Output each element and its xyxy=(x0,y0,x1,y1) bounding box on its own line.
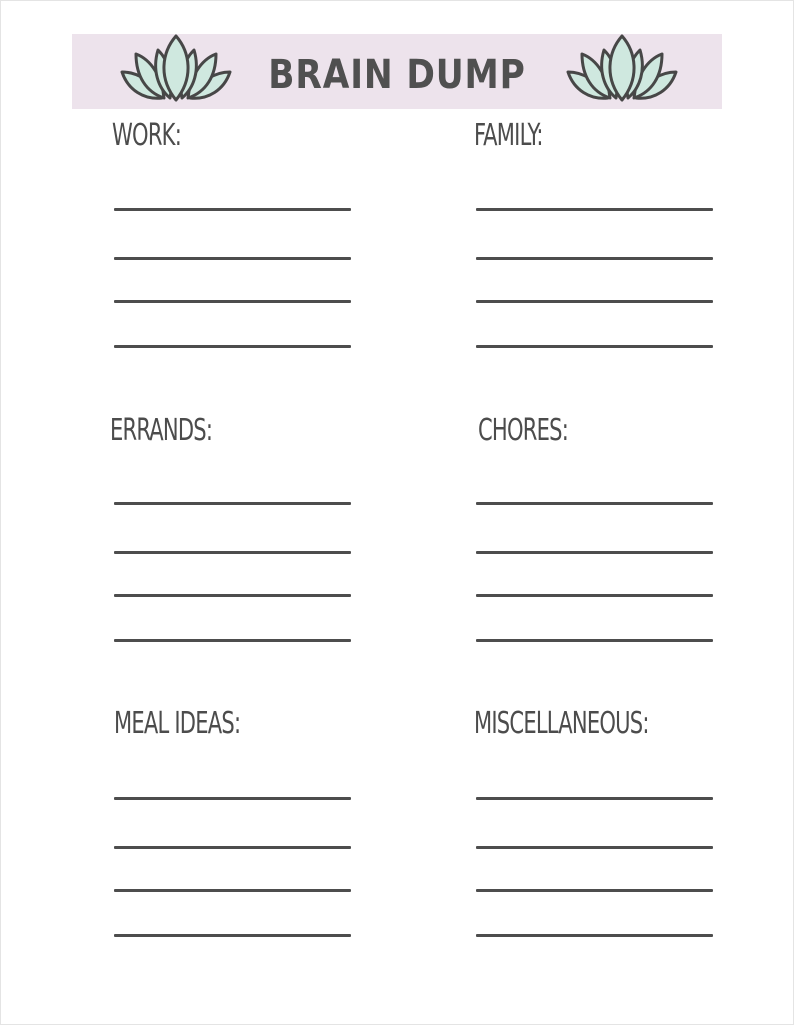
write-line[interactable] xyxy=(114,846,351,849)
section-label-meal-ideas: MEAL IDEAS: xyxy=(114,706,241,741)
write-line[interactable] xyxy=(476,551,713,554)
write-line[interactable] xyxy=(476,846,713,849)
write-line[interactable] xyxy=(476,300,713,303)
write-line[interactable] xyxy=(114,208,351,211)
write-line[interactable] xyxy=(476,257,713,260)
lotus-icon xyxy=(564,34,680,104)
section-label-work: WORK: xyxy=(112,118,182,153)
write-line[interactable] xyxy=(114,502,351,505)
section-label-miscellaneous: MISCELLANEOUS: xyxy=(474,706,649,741)
write-line[interactable] xyxy=(114,257,351,260)
write-line[interactable] xyxy=(114,639,351,642)
write-line[interactable] xyxy=(476,797,713,800)
write-line[interactable] xyxy=(476,639,713,642)
write-line[interactable] xyxy=(476,345,713,348)
write-line[interactable] xyxy=(114,797,351,800)
section-label-family: FAMILY: xyxy=(474,118,543,153)
page-title: BRAIN DUMP xyxy=(268,52,526,98)
write-line[interactable] xyxy=(114,551,351,554)
write-line[interactable] xyxy=(114,300,351,303)
write-line[interactable] xyxy=(114,345,351,348)
write-line[interactable] xyxy=(114,594,351,597)
write-line[interactable] xyxy=(476,208,713,211)
section-label-errands: ERRANDS: xyxy=(110,413,213,448)
write-line[interactable] xyxy=(476,889,713,892)
write-line[interactable] xyxy=(476,502,713,505)
write-line[interactable] xyxy=(114,934,351,937)
write-line[interactable] xyxy=(476,934,713,937)
write-line[interactable] xyxy=(114,889,351,892)
section-label-chores: CHORES: xyxy=(478,413,569,448)
write-line[interactable] xyxy=(476,594,713,597)
